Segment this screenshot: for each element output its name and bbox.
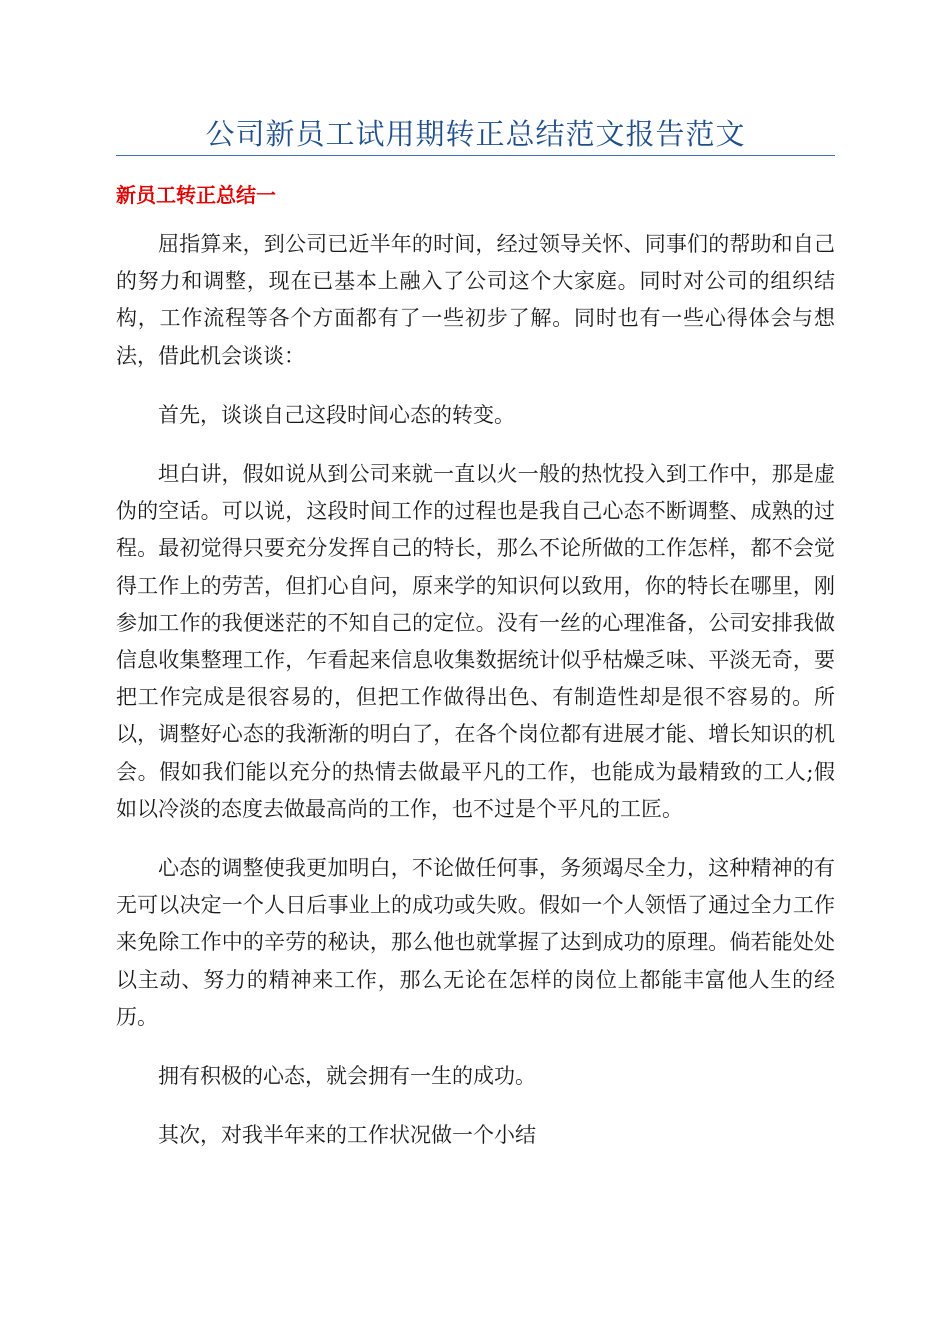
document-title: 公司新员工试用期转正总结范文报告范文 [205,117,746,151]
paragraph: 坦白讲，假如说从到公司来就一直以火一般的热忱投入到工作中，那是虚伪的空话。可以说，这段时间工作的过程也是我自己心态不断调整、成熟的过程。最初觉得只要充分发挥自己的特长，那么不论所做的工作怎样，都不会觉得工作上的劳苦，但扪心自问，原来学的知识何以致用，你的特长在哪里，刚参加工作的我便迷茫的不知自己的定位。没有一丝的心理准备，公司安排我做信息收集整理工作，乍看起来信息收集数据统计似乎枯燥乏味、平淡无奇，要把工作完成是很容易的，但把工作做得出色、有制造性却是很不容易的。所以，调整好心态的我渐渐的明白了，在各个岗位都有进展才能、增长知识的机会。假如我们能以充分的热情去做最平凡的工作，也能成为最精致的工人;假如以冷淡的态度去做最高尚的工作，也不过是个平凡的工匠。 [116,462,835,821]
paragraph: 拥有积极的心态，就会拥有一生的成功。 [158,1064,536,1089]
paragraph: 心态的调整使我更加明白，不论做任何事，务须竭尽全力，这种精神的有无可以决定一个人日后事业上的成功或失败。假如一个人领悟了通过全力工作来免除工作中的辛劳的秘诀，那么他也就掌握了达到成功的原理。倘若能处处以主动、努力的精神来工作，那么无论在怎样的岗位上都能丰富他人生的经历。 [116,856,835,1029]
paragraph: 屈指算来，到公司已近半年的时间，经过领导关怀、同事们的帮助和自己的努力和调整，现在已基本上融入了公司这个大家庭。同时对公司的组织结构，工作流程等各个方面都有了一些初步了解。同时也有一些心得体会与想法，借此机会谈谈： [116,232,835,368]
paragraph: 首先，谈谈自己这段时间心态的转变。 [158,402,515,427]
section-heading: 新员工转正总结一 [116,183,276,207]
document-body [116,226,835,1176]
paragraph: 其次，对我半年来的工作状况做一个小结 [158,1123,536,1148]
title-underline [116,155,835,156]
